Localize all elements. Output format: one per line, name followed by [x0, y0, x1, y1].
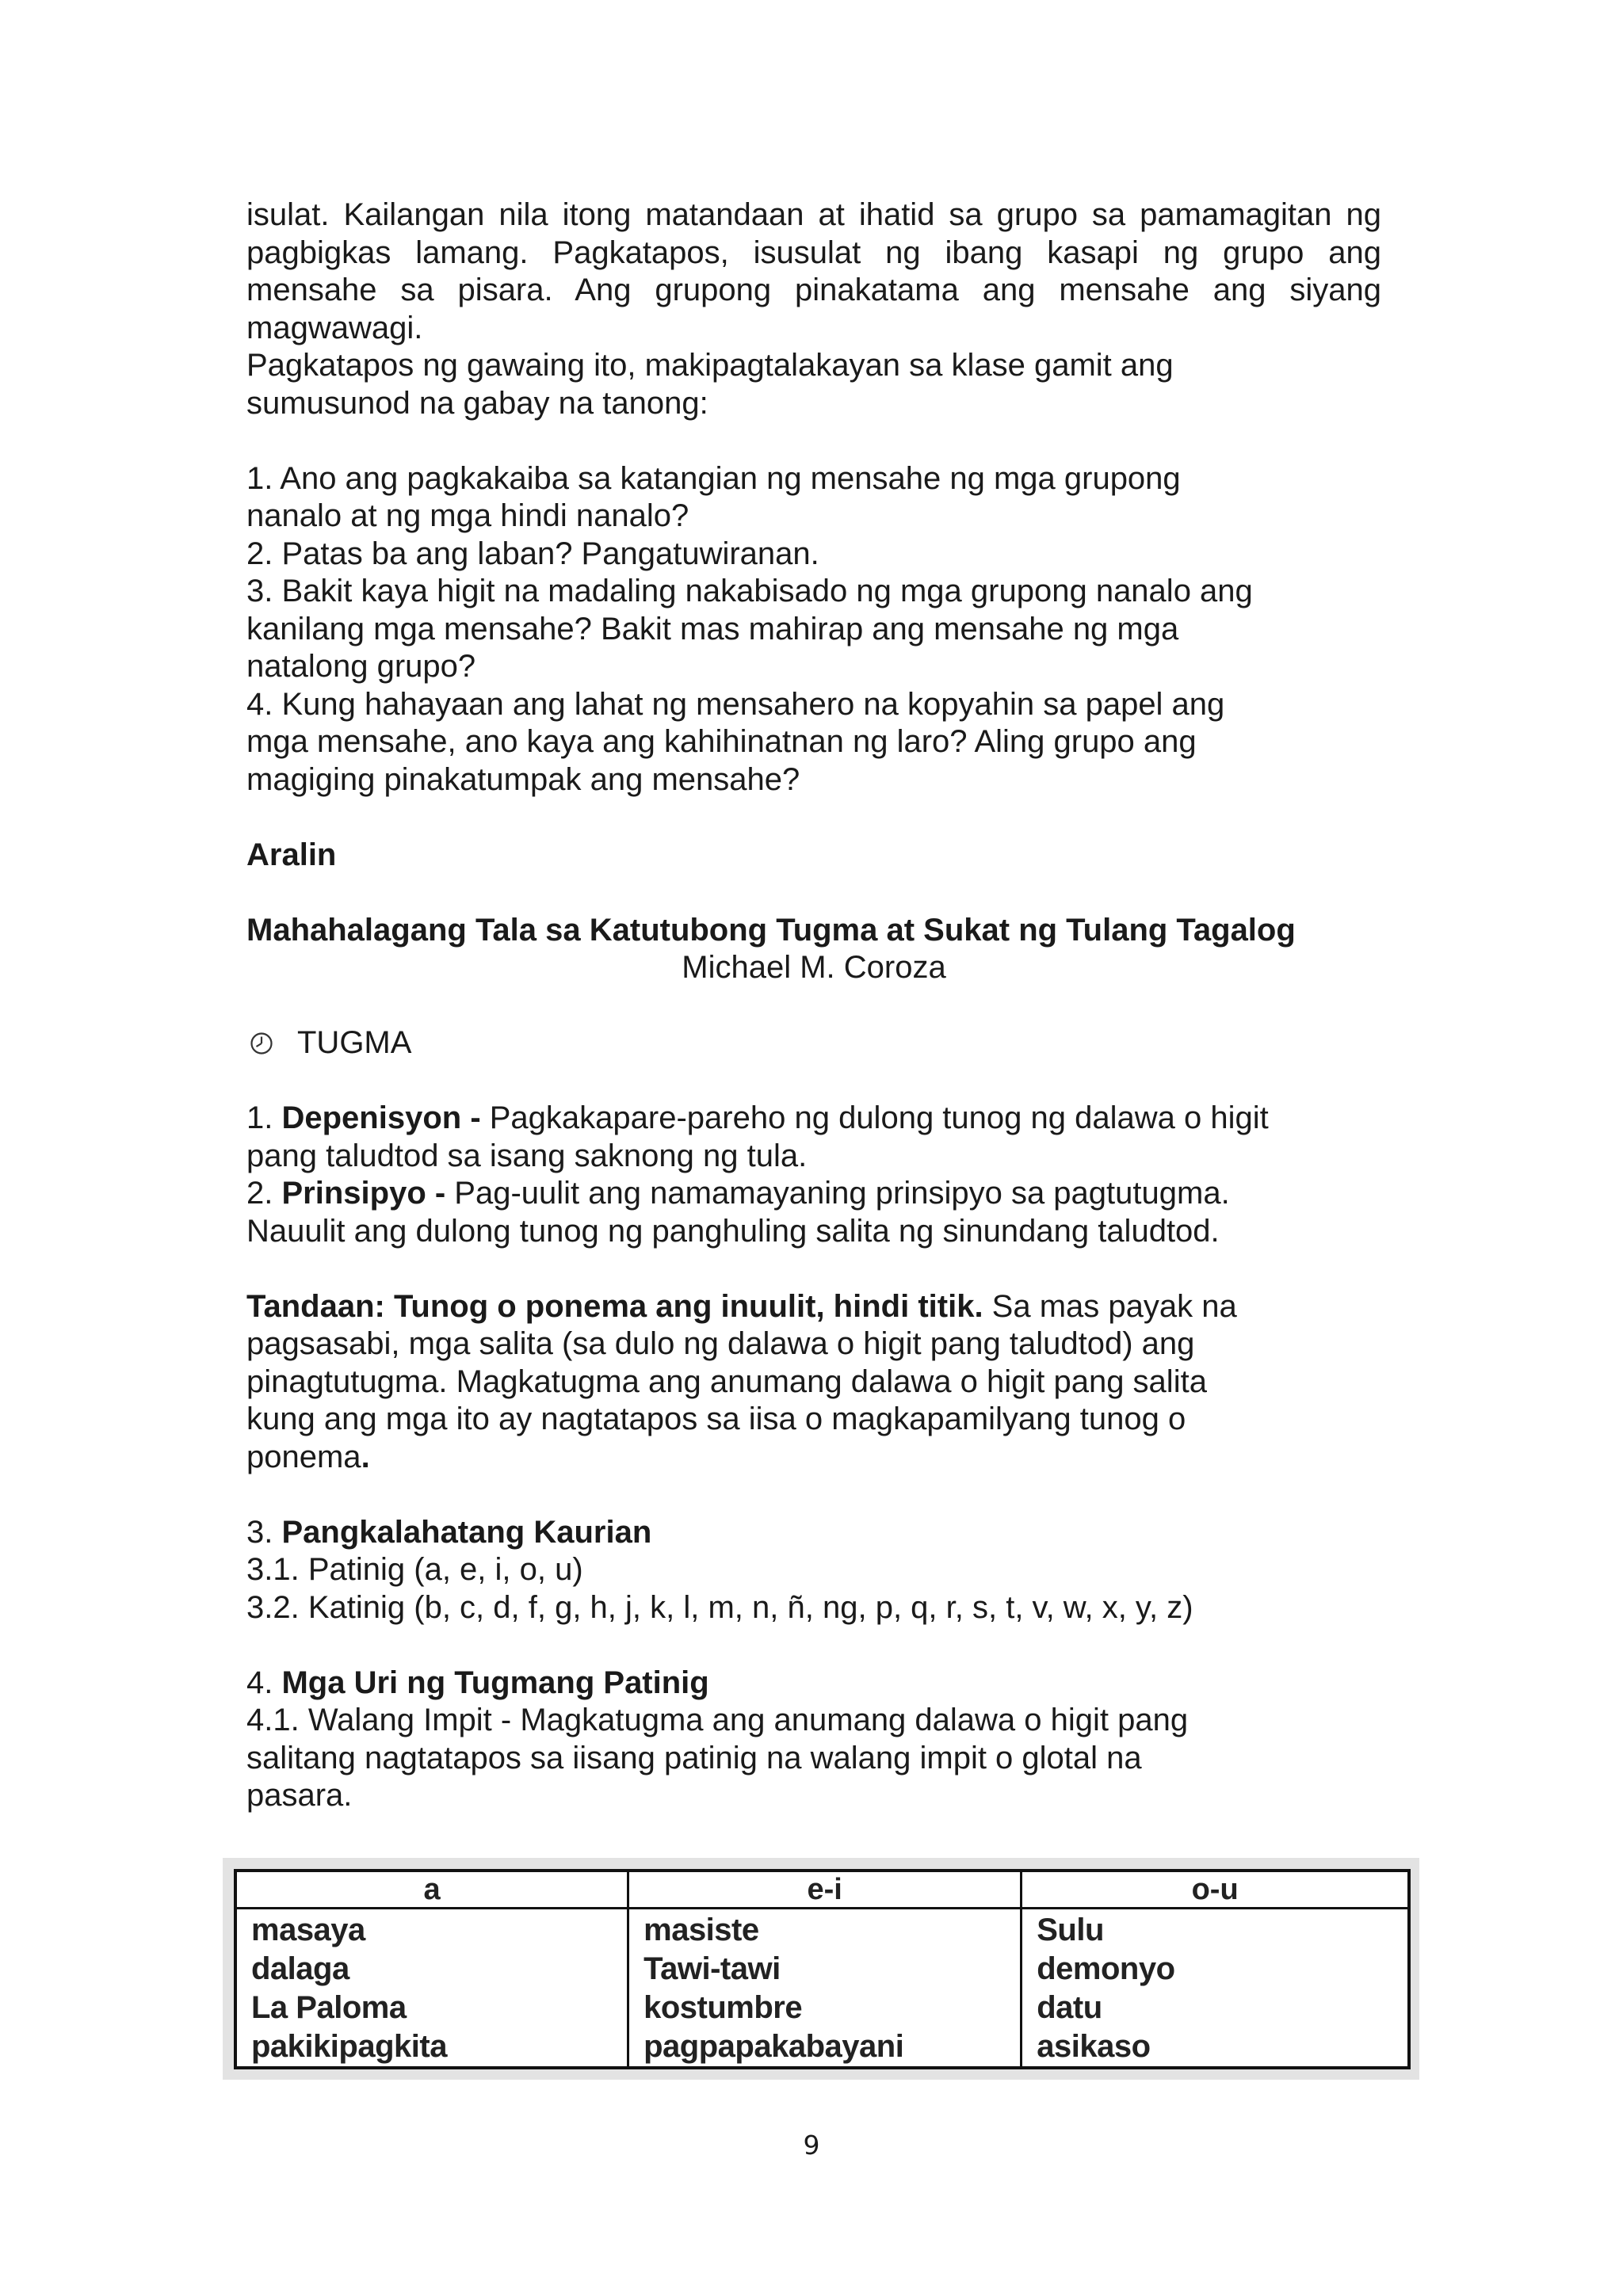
question-line: kanilang mga mensahe? Bakit mas mahirap ang mensahe ng mga	[246, 611, 1179, 646]
intro-line: sumusunod na gabay na tanong:	[246, 385, 708, 421]
table-header: a	[235, 1871, 628, 1909]
table-header: o-u	[1022, 1871, 1409, 1909]
lesson-title: Mahahalagang Tala sa Katutubong Tugma at Sukat ng Tulang Tagalog	[246, 912, 1296, 948]
page-body	[246, 196, 1381, 1815]
question-line: 2. Patas ba ang laban? Pangatuwiranan.	[246, 536, 819, 571]
question-line: natalong grupo?	[246, 649, 476, 684]
uri-section	[246, 1665, 1381, 1815]
tandaan-line: Tandaan: Tunog o ponema ang inuulit, hindi titik. Sa mas payak na	[246, 1288, 1237, 1324]
question-line: 4. Kung hahayaan ang lahat ng mensahero na kopyahin sa papel ang	[246, 686, 1225, 722]
page-number: 9	[803, 2130, 820, 2161]
table-row	[235, 1909, 1409, 2069]
question-line: 1. Ano ang pagkakaiba sa katangian ng mensahe ng mga grupong	[246, 460, 1181, 496]
rhyme-table	[234, 1869, 1411, 2069]
rhyme-table-image	[223, 1858, 1419, 2080]
intro-line: Pagkatapos ng gawaing ito, makipagtalakayan sa klase gamit ang	[246, 348, 1174, 383]
question-line: magiging pinakatumpak ang mensahe?	[246, 761, 800, 797]
intro-paragraph	[246, 196, 1381, 422]
uri-heading: 4. Mga Uri ng Tugmang Patinig	[246, 1665, 709, 1700]
tugma-label: TUGMA	[297, 1025, 412, 1060]
table-header: e-i	[628, 1871, 1022, 1909]
question-line: 3. Bakit kaya higit na madaling nakabisado ng mga grupong nanalo ang	[246, 574, 1253, 608]
uri-line: salitang nagtatapos sa iisang patinig na walang impit o glotal na	[246, 1740, 1142, 1775]
definition-line: pang taludtod sa isang saknong ng tula.	[246, 1138, 808, 1173]
table-header-row	[235, 1871, 1409, 1909]
table-cell: Sulu demonyo datu asikaso	[1022, 1909, 1409, 2069]
aralin-heading: Aralin	[246, 837, 337, 872]
tandaan-line: pinagtutugma. Magkatugma ang anumang dalawa o higit pang salita	[246, 1363, 1207, 1399]
intro-line: pagbigkas lamang. Pagkatapos, isusulat ng ibang kasapi ng grupo ang	[246, 235, 1381, 270]
tugma-heading	[246, 1024, 1381, 1062]
question-line: mga mensahe, ano kaya ang kahihinatnan ng laro? Aling grupo ang	[246, 724, 1197, 759]
definition-line: 2. Prinsipyo - Pag-uulit ang namamayaning prinsipyo sa pagtutugma.	[246, 1176, 1230, 1211]
tandaan-line: pagsasabi, mga salita (sa dulo ng dalawa o higit pang taludtod) ang	[246, 1326, 1195, 1361]
table-cell: masaya dalaga La Paloma pakikipagkita	[235, 1909, 628, 2069]
question-line: nanalo at ng mga hindi nanalo?	[246, 498, 689, 533]
tandaan-line: kung ang mga ito ay nagtatapos sa iisa o magkapamilyang tunog o	[246, 1402, 1186, 1436]
tandaan-line: ponema.	[246, 1439, 370, 1474]
intro-line: isulat. Kailangan nila itong matandaan at ihatid sa grupo sa pamamagitan ng	[246, 197, 1381, 232]
guide-questions	[246, 460, 1381, 799]
kaurian-section	[246, 1514, 1381, 1627]
lesson-author: Michael M. Coroza	[682, 950, 946, 985]
kaurian-item: 3.1. Patinig (a, e, i, o, u)	[246, 1552, 583, 1587]
uri-line: pasara.	[246, 1778, 353, 1813]
uri-line: 4.1. Walang Impit - Magkatugma ang anumang dalawa o higit pang	[246, 1703, 1189, 1737]
kaurian-heading: 3. Pangkalahatang Kaurian	[246, 1514, 652, 1550]
clock-icon	[250, 1032, 273, 1055]
definition-line: Nauulit ang dulong tunog ng panghuling salita ng sinundang taludtod.	[246, 1213, 1220, 1249]
intro-line: magwawagi.	[246, 310, 423, 345]
definition-line: 1. Depenisyon - Pagkakapare-pareho ng dulong tunog ng dalawa o higit	[246, 1100, 1269, 1135]
intro-line: mensahe sa pisara. Ang grupong pinakatama ang mensahe ang siyang	[246, 273, 1381, 307]
kaurian-item: 3.2. Katinig (b, c, d, f, g, h, j, k, l, m, n, ñ, ng, p, q, r, s, t, v, w, x, y, z)	[246, 1589, 1193, 1625]
definitions	[246, 1100, 1381, 1250]
tandaan-note	[246, 1288, 1381, 1477]
table-cell: masiste Tawi-tawi kostumbre pagpapakabayani	[628, 1909, 1022, 2069]
